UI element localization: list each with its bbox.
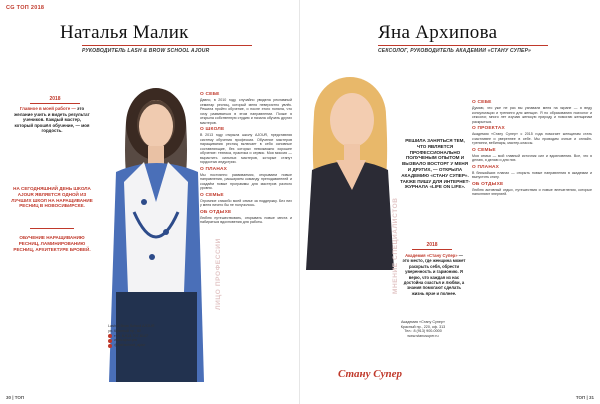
title-rule <box>378 45 548 46</box>
contact-instagram[interactable]: @lashschool_ajour <box>114 343 146 348</box>
year-label: 2018 <box>49 96 61 102</box>
right-statement: РЕШИЛА ЗАНЯТЬСЯ ТЕМ, ЧТО ЯВЛЯЕТСЯ ПРОФЕССИОНАЛЬНО ПОЛУЧЕНЫМ ОПЫТОМ И ВЫЗВАЛО ВОСТОРГ У МЕНЯ И ДРУГИХ, — ОТКРЫЛА АКАДЕМИЮ «СТАНУ СУПЕР». ТАКЖЕ ПИШУ ДЛЯ ИНТЕРНЕТ-ЖУРНАЛА «LIFE ON LIFE». <box>400 138 470 190</box>
vertical-label: ЛИЦО ПРОФЕССИИ <box>215 238 222 310</box>
right-page <box>300 0 600 404</box>
section-heading: О ШКОЛЕ <box>200 127 225 132</box>
portrait-photo <box>306 60 394 270</box>
section-heading: О СЕБЕ <box>472 100 492 105</box>
section-text: Давно, в 2010 году, случайно увидела рекламный семинар ресниц, который меня невероятно увлёк. Решила пройти обучение, и после этого поняла, что хочу развиваться в этом направлении. Позже я открыла собственную студию и начала обучать других мастеров. <box>200 98 292 125</box>
person-name: Яна Архипова <box>378 22 498 43</box>
contacts-block <box>108 324 178 348</box>
section-heading: О ПРОЕКТАХ <box>472 126 505 131</box>
contact-school: Lash & Brow School AJOUR <box>108 324 155 328</box>
section-text: Академия «Стану Супер» с 2015 года помогает женщинам стать счастливее и увереннее в себе. Мы проводим очные и онлайн-тренинги, вебинары, мастер-классы. <box>472 132 592 145</box>
section-text: Мы постоянно развиваемся, открываем новые направления, расширяем команду преподавателей и создаём новые программы для мастеров разного уровня. <box>200 172 292 190</box>
course-list: ОБУЧЕНИЕ НАРАЩИВАНИЮ РЕСНИЦ, ЛАМИНИРОВАНИЮ РЕСНИЦ, АРХИТЕКТУРЕ БРОВЕЙ. <box>13 235 91 252</box>
page-folio: ТОП | 31 <box>575 395 594 400</box>
phone-icon <box>108 334 112 338</box>
instagram-icon <box>108 344 112 348</box>
section-heading: О СЕМЬЕ <box>472 147 496 153</box>
web-icon <box>108 339 112 343</box>
quote-text: — это место, где женщина может раскрыть себя, обрести уверенность и гармонию. Я верю, что каждая из нас достойна счастья и любви, а знания помогают сделать жизнь ярче и полнее. <box>402 253 466 296</box>
section-heading: О СЕБЕ <box>200 92 220 97</box>
contact-row <box>108 343 178 348</box>
article-column <box>472 98 592 199</box>
title-rule <box>82 45 252 46</box>
section-heading: О ПЛАНАХ <box>472 164 500 170</box>
academy-quote <box>402 253 466 296</box>
side-rule <box>412 249 452 250</box>
side-rule <box>30 103 80 104</box>
section-text: В ближайших планах — открыть новые направления в академии и выпустить книгу. <box>472 170 592 179</box>
quote-lead: Академия «Стану Супер» <box>405 253 458 258</box>
address-phone[interactable]: Тел.: 8 (913) 900-0000 <box>404 329 442 334</box>
section-heading: ОБ ОТДЫХЕ <box>200 209 232 215</box>
section-text: Думаю, что уже не раз вы узнавали меня на экране — я веду консультации и тренинги для женщин. Я по образованию психолог и сексолог, много лет изучаю женскую природу и помогаю женщинам раскрыться. <box>472 106 592 124</box>
person-role: РУКОВОДИТЕЛЬ LASH & BROW SCHOOL AJOUR <box>82 48 210 54</box>
side-quote-lead: Главное в моей работе — <box>19 106 76 111</box>
running-head: CG ТОП 2018 <box>6 5 45 11</box>
year-label: 2018 <box>426 242 438 248</box>
page-folio: 30 | ТОП <box>6 395 25 400</box>
section-heading: ОБ ОТДЫХЕ <box>472 181 504 187</box>
person-name: Наталья Малик <box>60 22 189 43</box>
section-text: В 2013 году открыла школу AJOUR, представляя систему обучения профессии. Обучение мастеров наращивания ресниц включает в себя основные составляющие, без которых невозможно хорошее обучение: техника, практика и сервис. Моя миссия — вырастить сильных мастеров, которые станут гордостью индустрии. <box>200 133 292 164</box>
section-text: Люблю путешествовать, открывать новые места и набираться вдохновения для работы. <box>200 215 292 224</box>
section-text: Люблю активный отдых, путешествия и новые впечатления, которые наполняют энергией. <box>472 187 592 196</box>
address-block <box>396 320 450 339</box>
article-column <box>200 90 292 227</box>
address-website[interactable]: www.stanusuper.ru <box>407 334 439 339</box>
address-street: Красный пр., 220, оф. 313 <box>400 324 446 329</box>
section-text: Моя семья — мой главный источник сил и вдохновения. Все, что я делаю, я делаю и для них. <box>472 153 592 162</box>
vertical-label: МНЕНИЕ СПЕЦИАЛИСТОВ <box>392 197 399 294</box>
section-heading: О ПЛАНАХ <box>200 166 228 172</box>
side-quote <box>14 106 90 134</box>
school-statement: НА СЕГОДНЯШНИЙ ДЕНЬ ШКОЛА AJOUR ЯВЛЯЕТСЯ ОДНОЙ ИЗ ЛУЧШИХ ШКОЛ НА НАРАЩИВАНИЕ РЕСНИЦ В НОВОСИБИРСКЕ. <box>11 186 93 209</box>
person-role: СЕКСОЛОГ, РУКОВОДИТЕЛЬ АКАДЕМИИ «СТАНУ СУПЕР» <box>378 48 531 54</box>
contact-phone[interactable]: тел. 8-913-797-8147 <box>114 333 149 338</box>
side-rule-2 <box>30 228 74 229</box>
address-name: Академия «Стану Супер» <box>401 320 445 324</box>
section-text: Огромное спасибо моей семье за поддержку. Без них у меня ничего бы не получилось. <box>200 198 292 207</box>
contact-address: ул. Красный пр., 82 <box>108 328 142 333</box>
contact-website[interactable]: www.ajour.pro <box>114 338 138 343</box>
brand-logo: Стану Супер <box>338 368 403 380</box>
side-quote-text: это желание учить и видеть результат учеников. Каждый мастер, который прошёл обучение, — моя гордость. <box>14 106 90 134</box>
section-heading: О СЕМЬЕ <box>200 192 224 198</box>
